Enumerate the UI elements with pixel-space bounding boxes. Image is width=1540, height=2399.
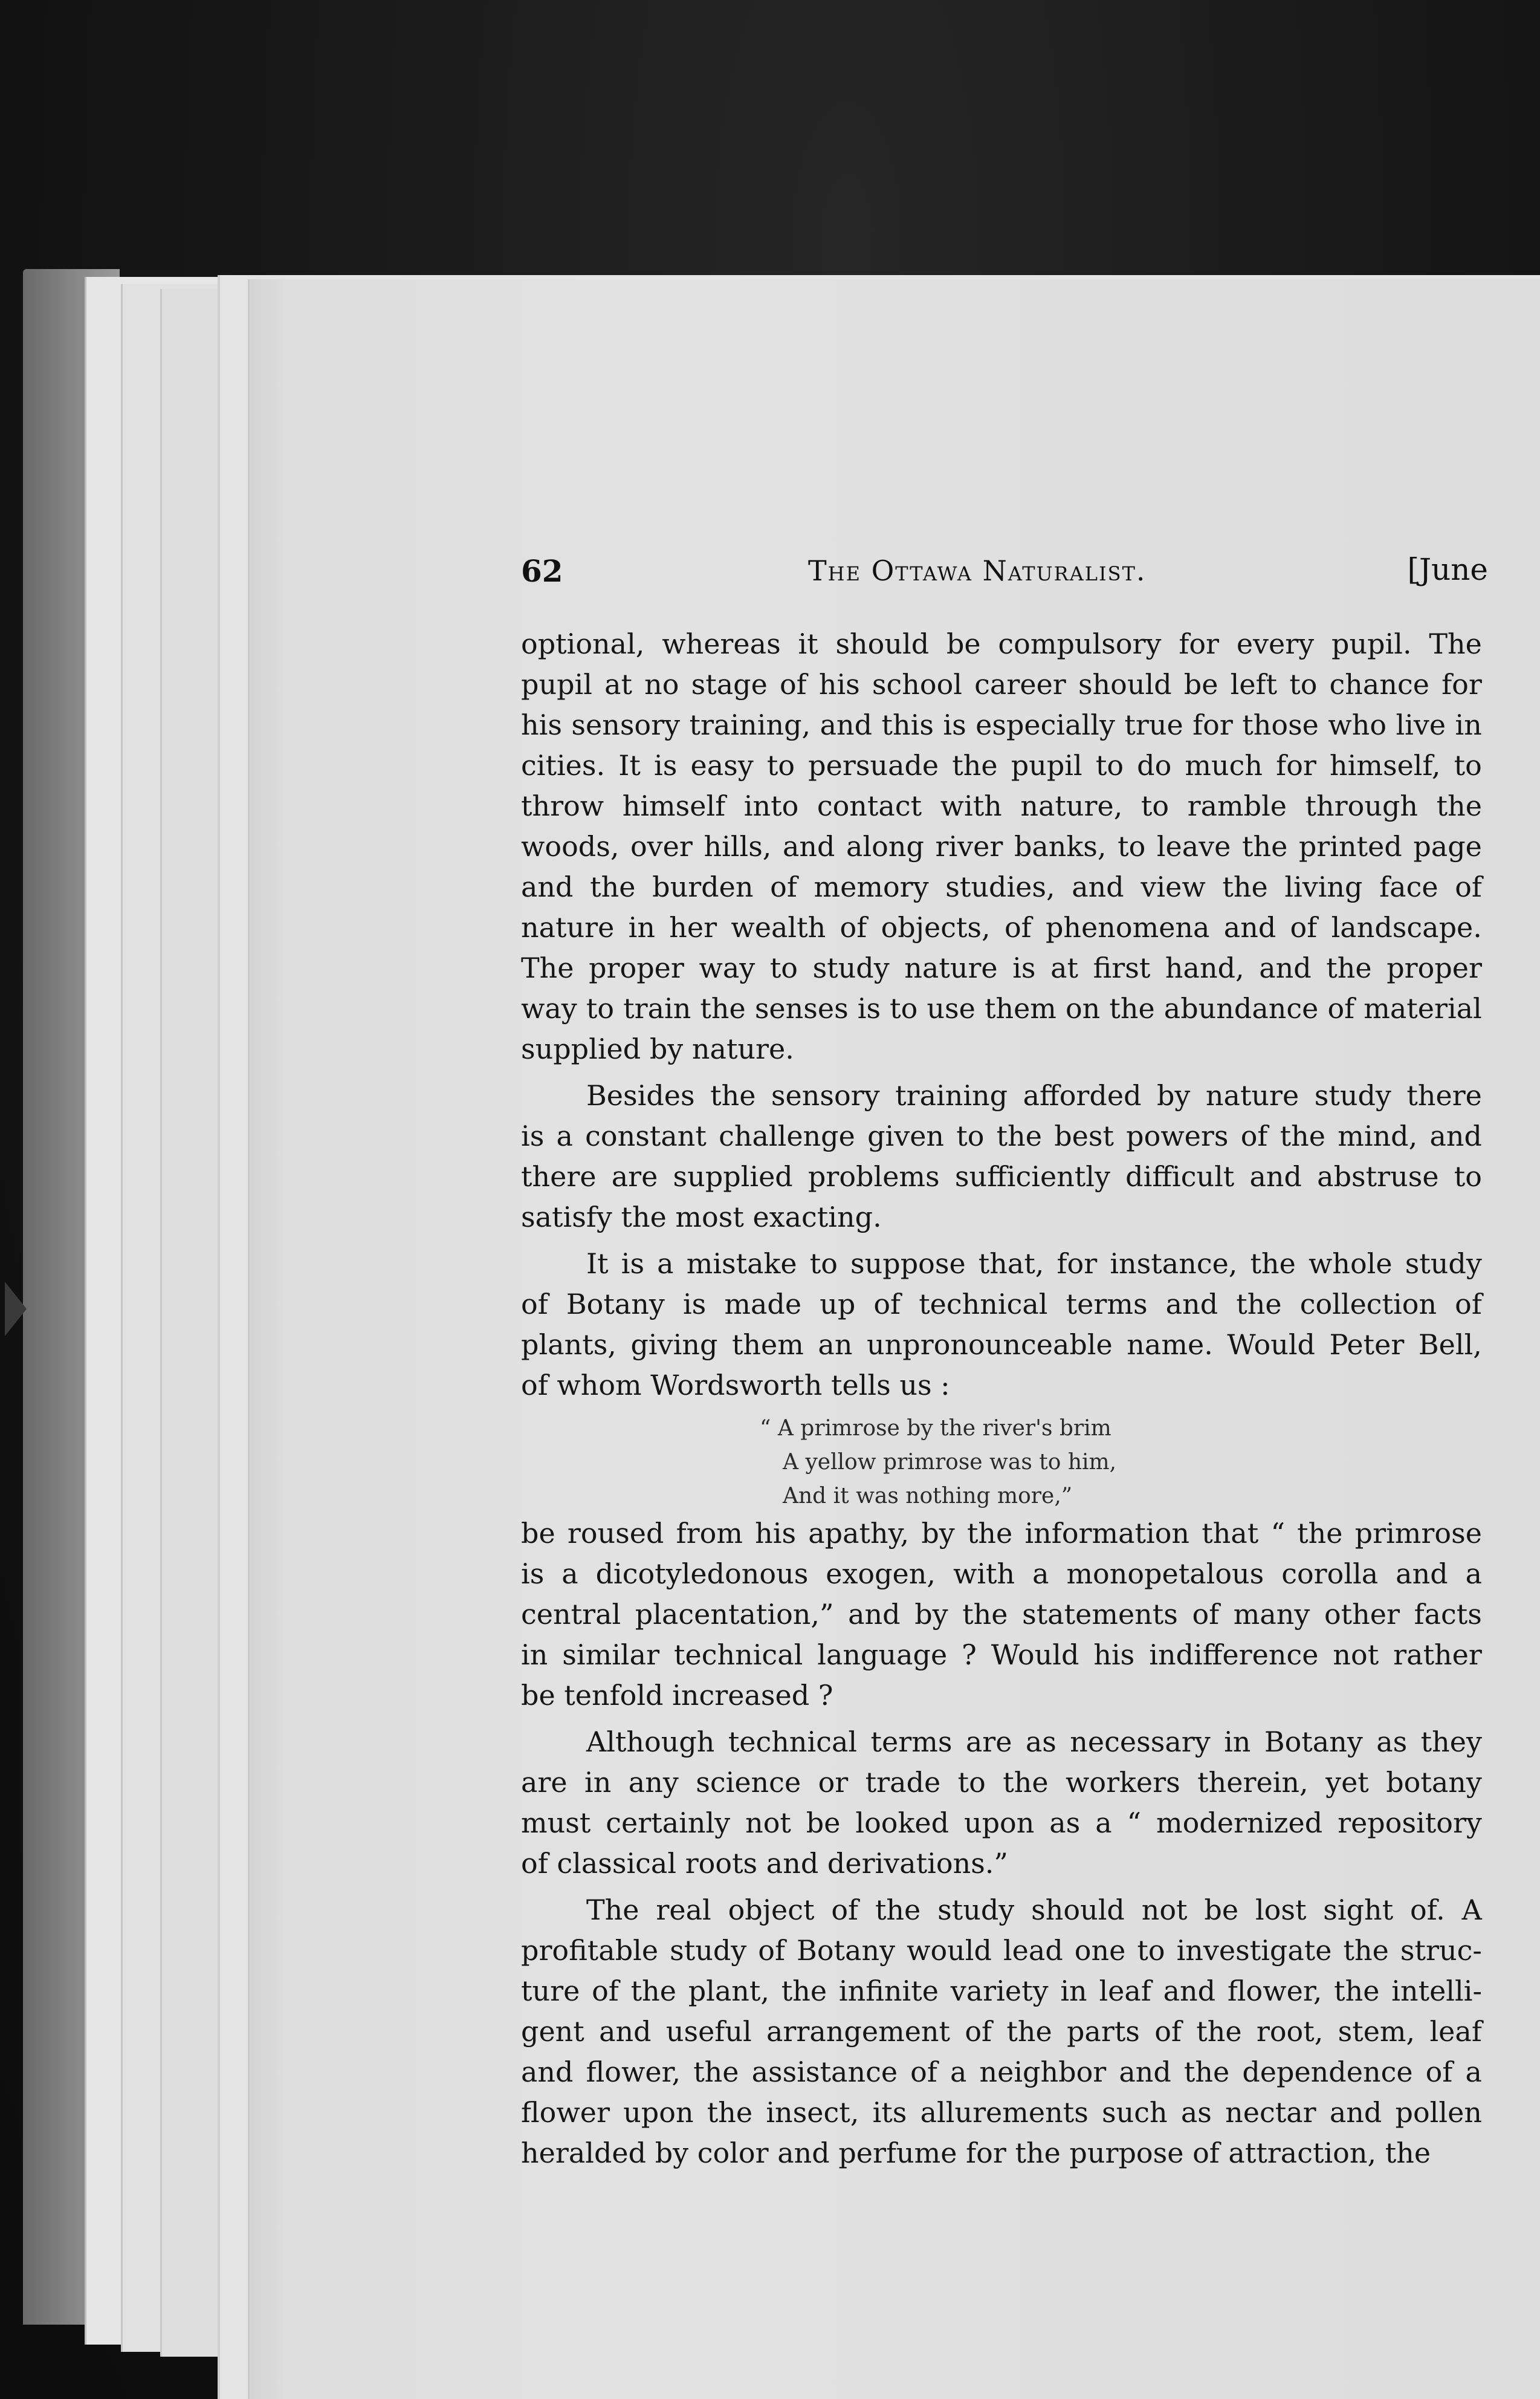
text-line: pupil at no stage of his school career should be left to chance for (521, 668, 1482, 701)
text-line: be roused from his apathy, by the information that “ the primrose (521, 1517, 1482, 1550)
text-line: gent and useful arrangement of the parts of the root, stem, leaf (521, 2015, 1482, 2048)
text-line: The real object of the study should not be lost sight of. A (586, 1894, 1482, 1926)
text-line: satisfy the most exacting. (521, 1201, 882, 1233)
page-number: 62 (521, 553, 563, 589)
text-line: It is a mistake to suppose that, for instance, the whole study (586, 1247, 1482, 1280)
text-line: Although technical terms are as necessary in Botany as they (586, 1725, 1482, 1758)
text-line: of Botany is made up of technical terms and the collection of (521, 1288, 1482, 1320)
paragraph (521, 1244, 1482, 1406)
text-line: is a constant challenge given to the best powers of the mind, and (521, 1120, 1482, 1152)
text-line: cities. It is easy to persuade the pupil to do much for himself, to (521, 749, 1482, 782)
poem-line: “ A primrose by the river's brim (760, 1416, 1111, 1441)
text-line: optional, whereas it should be compulsory for every pupil. The (521, 628, 1482, 660)
text-line: must certainly not be looked upon as a “ modernized repository (521, 1807, 1482, 1839)
paragraph (521, 1722, 1482, 1884)
text-line: of classical roots and derivations.” (521, 1847, 1008, 1880)
text-line: there are supplied problems sufficiently difficult and abstruse to (521, 1160, 1482, 1193)
article-body (521, 624, 1482, 2180)
text-line: in similar technical language ? Would his indifference not rather (521, 1638, 1482, 1671)
text-line: heralded by color and perfume for the purpose of attraction, the (521, 2137, 1431, 2169)
text-line: of whom Wordsworth tells us : (521, 1369, 950, 1401)
paragraph (521, 1076, 1482, 1238)
text-line: be tenfold increased ? (521, 1679, 833, 1712)
text-line: ture of the plant, the infinite variety in leaf and flower, the intelli- (521, 1975, 1482, 2007)
text-line: central placentation,” and by the statements of many other facts (521, 1598, 1482, 1631)
poem-line: A yellow primrose was to him, (783, 1450, 1117, 1475)
text-line: supplied by nature. (521, 1033, 794, 1065)
text-line: way to train the senses is to use them on the abundance of material (521, 992, 1482, 1025)
text-line: is a dicotyledonous exogen, with a monopetalous corolla and a (521, 1557, 1482, 1590)
text-line: Besides the sensory training afforded by nature study there (586, 1079, 1482, 1112)
paragraph (521, 1890, 1482, 2173)
text-line: and the burden of memory studies, and view the living face of (521, 871, 1482, 903)
paragraph (521, 624, 1482, 1070)
text-line: woods, over hills, and along river banks, to leave the printed page (521, 830, 1482, 863)
quoted-poem (760, 1412, 1482, 1513)
text-line: profitable study of Botany would lead one to investigate the struc- (521, 1934, 1482, 1967)
text-line: nature in her wealth of objects, of phenomena and of landscape. (521, 911, 1482, 944)
text-line: plants, giving them an unpronounceable name. Would Peter Bell, (521, 1328, 1482, 1361)
text-line: flower upon the insect, its allurements such as nectar and pollen (521, 2096, 1482, 2129)
issue-month: [June (1407, 552, 1488, 587)
text-line: are in any science or trade to the workers therein, yet botany (521, 1766, 1482, 1799)
poem-line: And it was nothing more,” (783, 1484, 1073, 1508)
running-header (521, 547, 1488, 602)
journal-title: The Ottawa Naturalist. (808, 554, 1147, 587)
text-line: and flower, the assistance of a neighbor and the dependence of a (521, 2056, 1482, 2088)
paragraph-group (521, 624, 1482, 1412)
paragraph (521, 1513, 1482, 1716)
text-line: throw himself into contact with nature, to ramble through the (521, 790, 1482, 822)
text-line: his sensory training, and this is especially true for those who live in (521, 709, 1482, 741)
text-line: The proper way to study nature is at first hand, and the proper (521, 952, 1482, 984)
paragraph-group (521, 1513, 1482, 2180)
